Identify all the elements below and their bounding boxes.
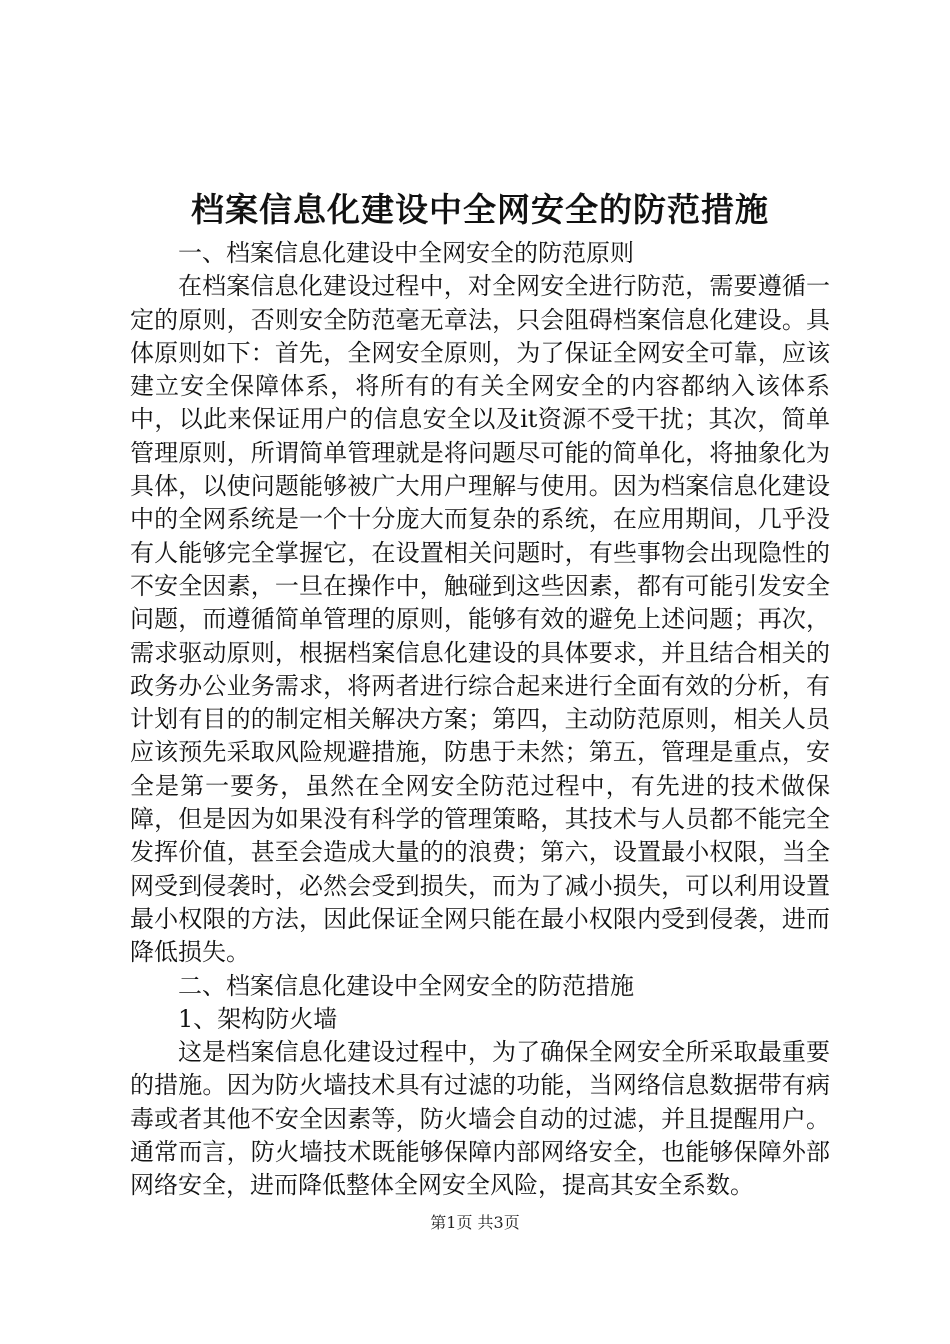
document-title: 档案信息化建设中全网安全的防范措施 [191, 190, 769, 229]
body-paragraph-2: 这是档案信息化建设过程中，为了确保全网安全所采取最重要的措施。因为防火墙技术具有过滤的功能，当网络信息数据带有病毒或者其他不安全因素等，防火墙会自动的过滤，并且提醒用户。通常而言，防火墙技术既能够保障内部网络安全，也能够保障外部网络安全，进而降低整体全网安全风险，提高其安全系数。 [130, 1038, 830, 1200]
section-heading-2: 二、档案信息化建设中全网安全的防范措施 [178, 971, 634, 1000]
document-page [130, 185, 830, 1203]
page-footer: 第1页 共3页 [430, 1213, 520, 1232]
section-heading-1: 一、档案信息化建设中全网安全的防范原则 [178, 239, 634, 267]
body-paragraph-1: 在档案信息化建设过程中，对全网安全进行防范，需要遵循一定的原则，否则安全防范毫无章法，只会阻碍档案信息化建设。具体原则如下：首先，全网安全原则，为了保证全网安全可靠，应该建立安全保障体系，将所有的有关全网安全的内容都纳入该体系中，以此来保证用户的信息安全以及it资源不受干扰；其次，简单管理原则，所谓简单管理就是将问题尽可能的简单化，将抽象化为具体，以使问题能够被广大用户理解与使用。因为档案信息化建设中的全网系统是一个十分庞大而复杂的系统，在应用期间，几乎没有人能够完全掌握它，在设置相关问题时，有些事物会出现隐性的不安全因素，一旦在操作中，触碰到这些因素，都有可能引发安全问题，而遵循简单管理的原则，能够有效的避免上述问题；再次，需求驱动原则，根据档案信息化建设的具体要求，并且结合相关的政务办公业务需求，将两者进行综合起来进行全面有效的分析，有计划有目的的制定相关解决方案；第四，主动防范原则，相关人员应该预先采取风险规避措施，防患于未然；第五，管理是重点，安全是第一要务，虽然在全网安全防范过程中，有先进的技术做保障，但是因为如果没有科学的管理策略，其技术与人员都不能完全发挥价值，甚至会造成大量的的浪费；第六，设置最小权限，当全网受到侵袭时，必然会受到损失，而为了减小损失，可以利用设置最小权限的方法，因此保证全网只能在最小权限内受到侵袭，进而降低损失。 [130, 272, 830, 967]
subsection-heading-1: 1、架构防火墙 [178, 1004, 338, 1033]
